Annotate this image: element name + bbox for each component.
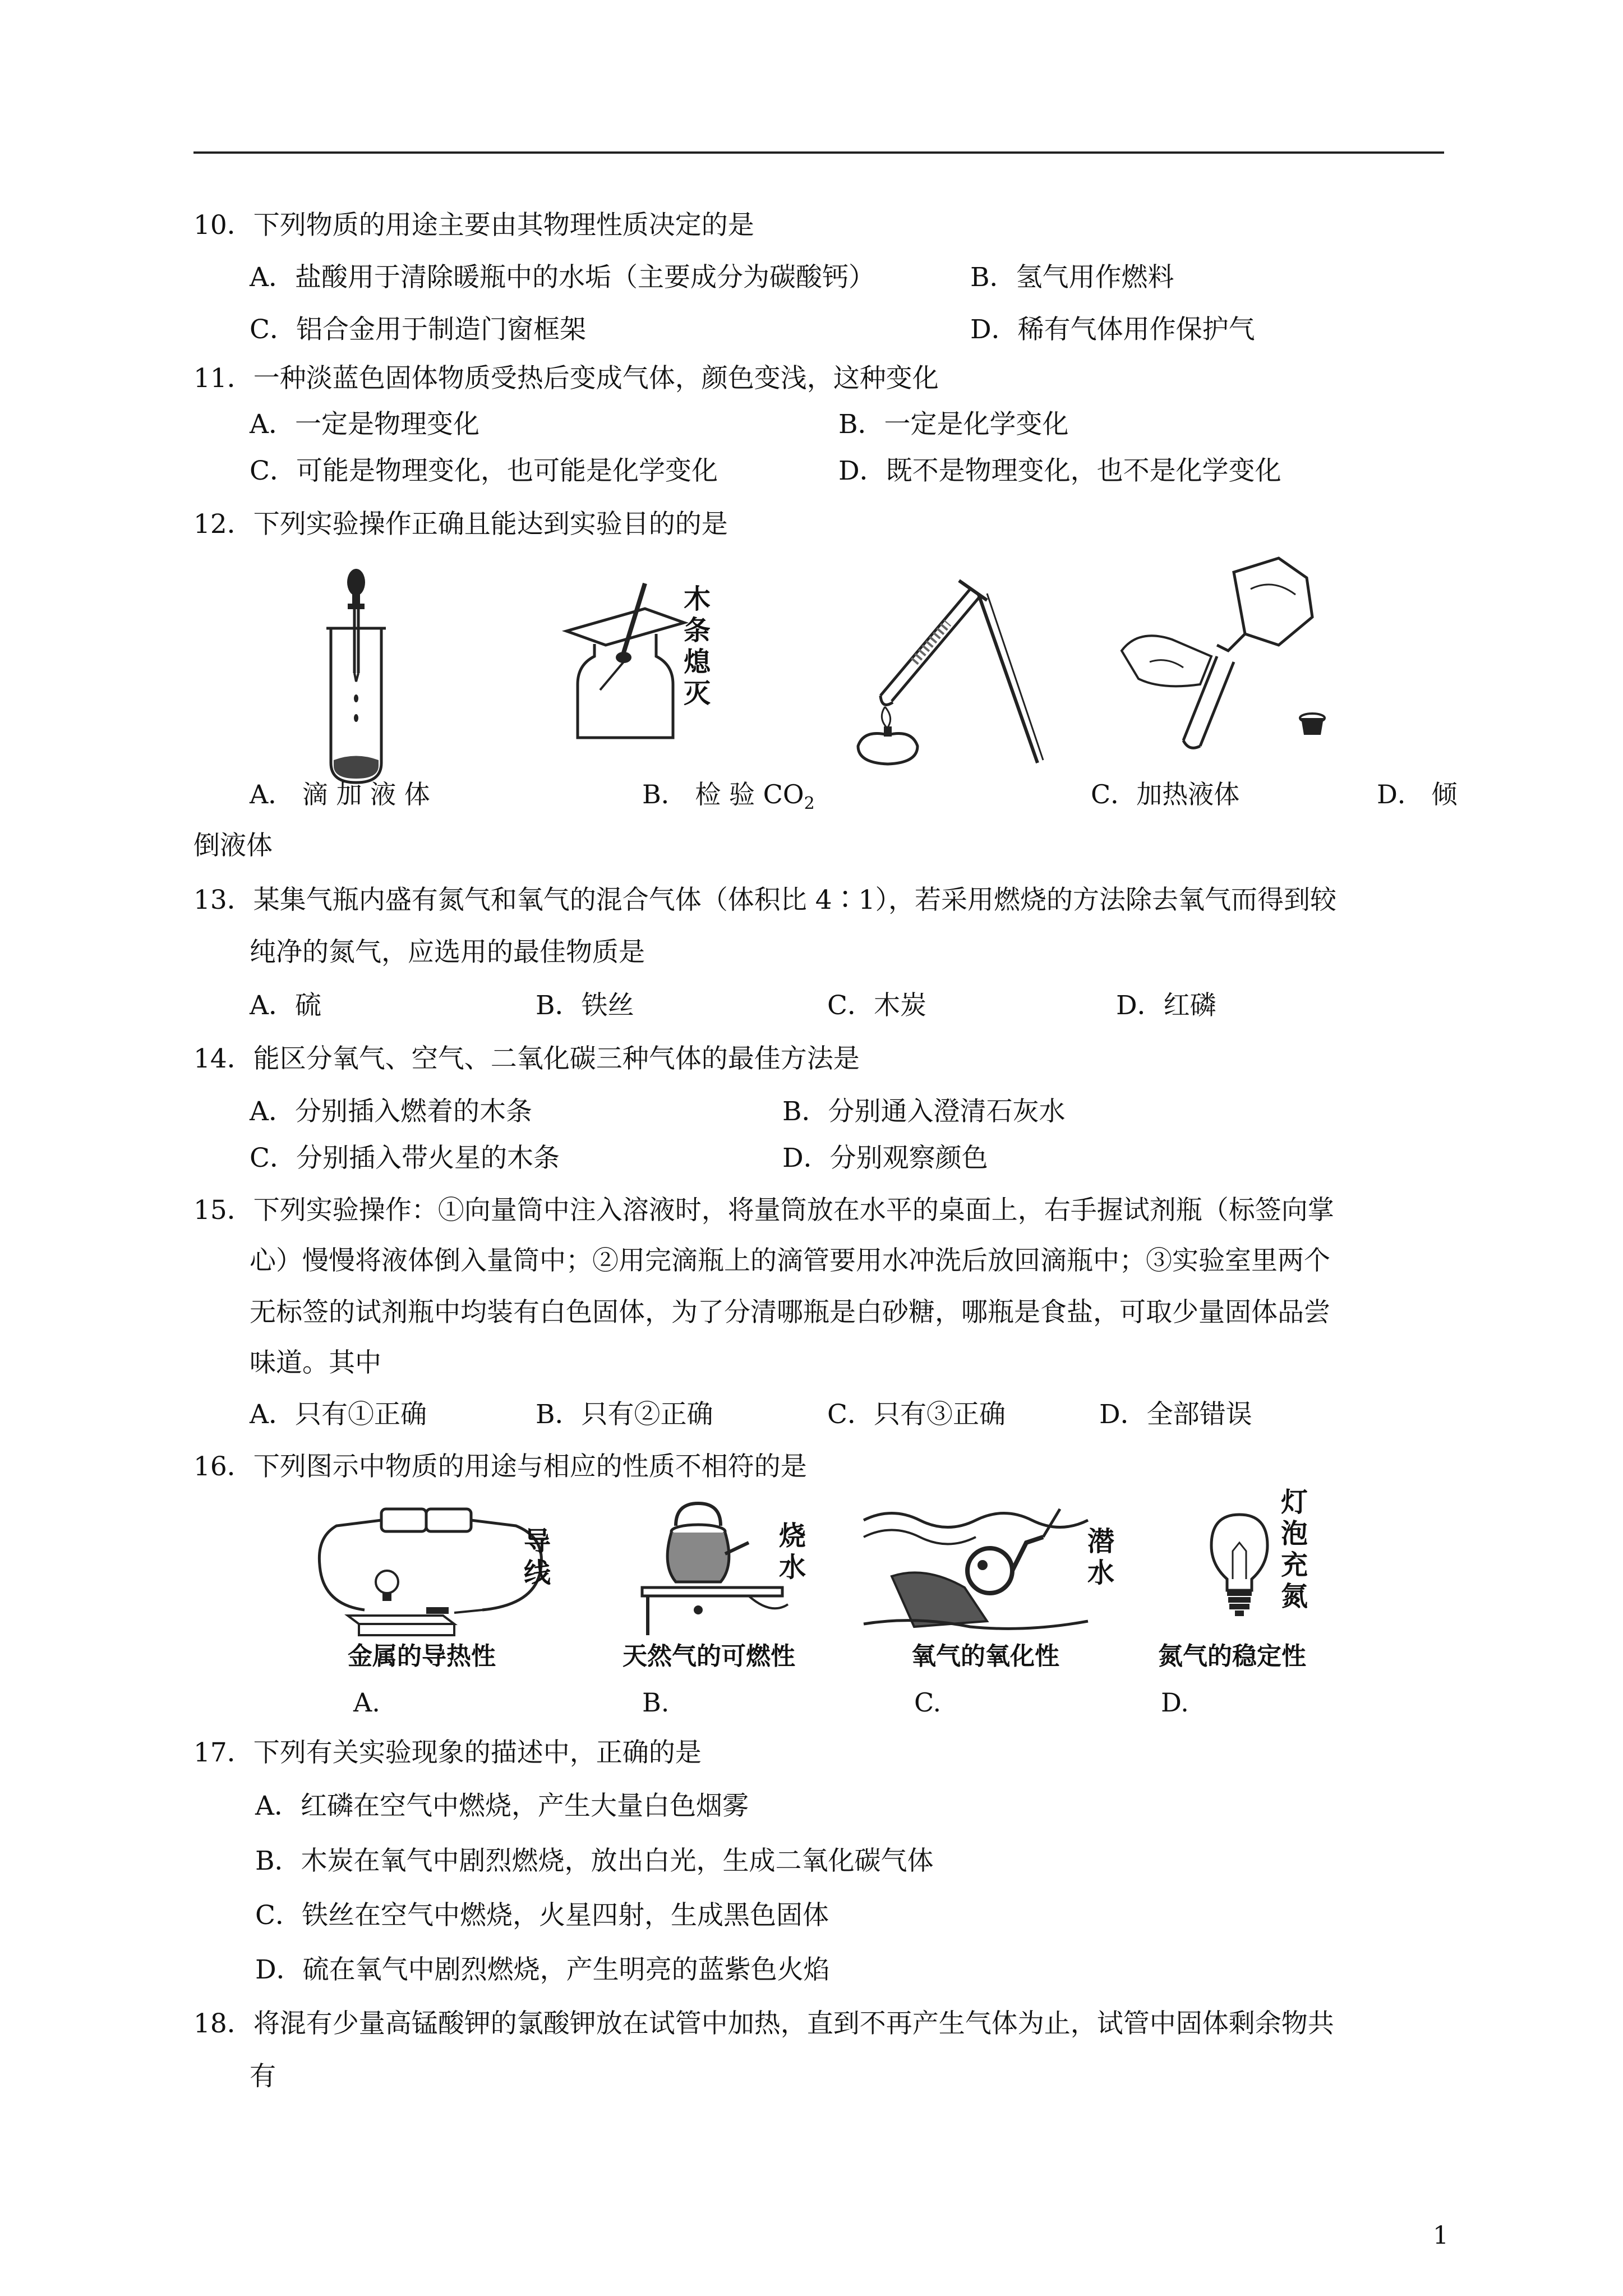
q16-caption-d: 氮气的稳定性 (1158, 1642, 1306, 1671)
splint-label-char-3: 熄 (683, 646, 711, 678)
bulb-side-label (1279, 1487, 1310, 1612)
q13-stem: 13．某集气瓶内盛有氮气和氧气的混合气体（体积比 4∶1），若采用燃烧的方法除去氧气而得到较 (193, 885, 1337, 915)
q11-option-a: A．一定是物理变化 (250, 409, 479, 440)
light-bulb-figure (1206, 1512, 1273, 1618)
q16-option-c: C. (914, 1687, 942, 1718)
q12-option-b (642, 777, 815, 821)
q15-line-4: 味道。其中 (250, 1347, 381, 1378)
q11-option-c: C．可能是物理变化，也可能是化学变化 (250, 455, 718, 486)
q14-stem: 14．能区分氧气、空气、二氧化碳三种气体的最佳方法是 (193, 1043, 860, 1074)
q11-option-b: B．一定是化学变化 (838, 409, 1069, 440)
boil-side-label (777, 1520, 808, 1583)
q16-caption-b: 天然气的可燃性 (623, 1642, 795, 1671)
q14-option-b: B．分别通入澄清石灰水 (782, 1096, 1066, 1127)
q17-option-a: A．红磷在空气中燃烧，产生大量白色烟雾 (255, 1791, 749, 1821)
q10-option-a: A．盐酸用于清除暖瓶中的水垢（主要成分为碳酸钙） (250, 262, 875, 293)
boil-label-char-1: 烧 (778, 1520, 806, 1552)
q15-option-d: D．全部错误 (1099, 1399, 1252, 1430)
q15-option-a: A．只有①正确 (250, 1399, 427, 1430)
splint-label-char-1: 木 (683, 583, 711, 615)
dive-label-char-1: 潜 (1087, 1526, 1114, 1557)
wire-label-char-1: 导 (523, 1526, 551, 1557)
q12-option-a: A． 滴 加 液 体 (250, 779, 430, 809)
q17-option-d: D．硫在氧气中剧烈燃烧，产生明亮的蓝紫色火焰 (255, 1954, 830, 1985)
wire-circuit-figure (314, 1503, 550, 1638)
dive-side-label (1085, 1526, 1117, 1589)
q13-option-c: C．木炭 (827, 990, 926, 1021)
kettle-stove-figure (637, 1498, 794, 1638)
q16-option-b: B. (642, 1687, 670, 1718)
page-number: 1 (1433, 2221, 1449, 2250)
gas-jar-splint-figure (561, 578, 690, 746)
q16-option-d: D. (1161, 1687, 1189, 1718)
q12-stem: 12．下列实验操作正确且能达到实验目的的是 (193, 509, 728, 540)
splint-label-char-4: 灭 (683, 678, 711, 709)
q11-stem: 11．一种淡蓝色固体物质受热后变成气体，颜色变浅，这种变化 (193, 363, 939, 394)
q13-stem-cont: 纯净的氮气，应选用的最佳物质是 (250, 937, 645, 968)
q15-option-b: B．只有②正确 (536, 1399, 713, 1430)
bulb-label-char-4: 氮 (1280, 1581, 1308, 1612)
q12-option-d: D． 倾 (1377, 779, 1458, 809)
q12-option-b-text: B． 检 验 CO (642, 779, 804, 809)
q16-option-a: A. (353, 1687, 380, 1718)
q11-option-d: D．既不是物理变化，也不是化学变化 (838, 455, 1281, 486)
wire-side-label (522, 1526, 553, 1589)
q18-line-2: 有 (250, 2061, 276, 2092)
splint-label-char-2: 条 (683, 615, 711, 646)
q13-option-a: A．硫 (250, 990, 321, 1021)
header-rule (193, 151, 1444, 154)
q17-option-c: C．铁丝在空气中燃烧，火星四射，生成黑色固体 (255, 1900, 829, 1931)
q16-caption-a: 金属的导热性 (348, 1642, 496, 1671)
q15-option-c: C．只有③正确 (827, 1399, 1006, 1430)
q12-option-c: C．加热液体 (1091, 779, 1240, 809)
q10-option-c: C．铝合金用于制造门窗框架 (250, 314, 586, 345)
splint-extinguished-label (681, 583, 713, 709)
bulb-label-char-2: 泡 (1280, 1518, 1308, 1549)
dive-label-char-2: 水 (1087, 1557, 1114, 1589)
q10-option-b: B．氢气用作燃料 (970, 262, 1174, 293)
dropper-test-tube-figure (314, 567, 398, 785)
q12-option-d-cont: 倒液体 (193, 830, 273, 861)
wire-label-char-2: 线 (523, 1557, 551, 1589)
q16-stem: 16．下列图示中物质的用途与相应的性质不相符的是 (193, 1451, 807, 1482)
heating-liquid-figure (847, 578, 1060, 769)
boil-label-char-2: 水 (778, 1552, 806, 1583)
q10-option-d: D．稀有气体用作保护气 (970, 314, 1255, 345)
q14-option-d: D．分别观察颜色 (782, 1143, 988, 1174)
bulb-label-char-1: 灯 (1280, 1487, 1308, 1518)
bulb-label-char-3: 充 (1280, 1549, 1308, 1581)
q13-option-d: D．红磷 (1116, 990, 1216, 1021)
q14-option-c: C．分别插入带火星的木条 (250, 1143, 560, 1174)
q15-line-1: 15．下列实验操作：①向量筒中注入溶液时，将量筒放在水平的桌面上，右手握试剂瓶（标签向掌 (193, 1195, 1334, 1226)
q17-stem: 17．下列有关实验现象的描述中，正确的是 (193, 1737, 702, 1768)
q12-option-b-subscript: 2 (804, 794, 815, 814)
q17-option-b: B．木炭在氧气中剧烈燃烧，放出白光，生成二氧化碳气体 (255, 1846, 934, 1876)
q16-caption-c: 氧气的氧化性 (911, 1642, 1059, 1671)
q10-stem: 10．下列物质的用途主要由其物理性质决定的是 (193, 210, 754, 241)
diver-figure (858, 1503, 1094, 1638)
q15-line-2: 心）慢慢将液体倒入量筒中；②用完滴瓶上的滴管要用水冲洗后放回滴瓶中；③实验室里两个 (250, 1245, 1330, 1276)
q14-option-a: A．分别插入燃着的木条 (250, 1096, 532, 1127)
q13-option-b: B．铁丝 (536, 990, 634, 1021)
q15-line-3: 无标签的试剂瓶中均装有白色固体，为了分清哪瓶是白砂糖，哪瓶是食盐，可取少量固体品尝 (250, 1297, 1330, 1328)
pouring-liquid-figure (1116, 555, 1340, 752)
q18-line-1: 18．将混有少量高锰酸钾的氯酸钾放在试管中加热，直到不再产生气体为止，试管中固体剩余物共 (193, 2008, 1334, 2039)
